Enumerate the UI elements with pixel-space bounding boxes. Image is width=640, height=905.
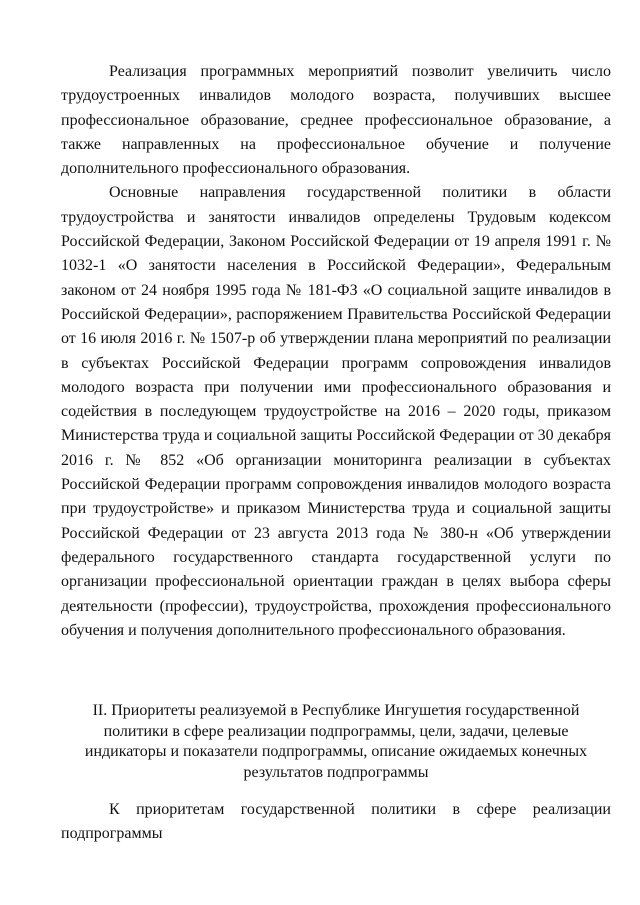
paragraph-legal-basis: Основные направления государственной политики в области трудоустройства и занятости инвалидов определены Трудовым кодексом Российской Федерации, Законом Российской Федерации от 19 апреля 1991 г. № 1032-1 «О занятости населения в Российской Федерации», Федеральным законом от 24 ноября 1995 года № 181-ФЗ «О социальной защите инвалидов в Российской Федерации», распоряжением Правительства Российской Федерации от 16 июля 2016 г. № 1507-р об утверждении плана мероприятий по реализации в субъектах Российской Федерации программ сопровождения инвалидов молодого возраста при получении ими профессионального образования и содействия в последующем трудоустройстве на 2016 – 2020 годы, приказом Министерства труда и социальной защиты Российской Федерации от 30 декабря 2016 г. № 852 «Об организации мониторинга реализации в субъектах Российской Федерации программ сопровождения инвалидов молодого возраста при трудоустройстве» и приказом Министерства труда и социальной защиты Российской Федерации от 23 августа 2013 года № 380-н «Об утверждении федерального государственного стандарта государственной услуги по организации профессиональной ориентации граждан в целях выбора сферы деятельности (профессии), трудоустройства, прохождения профессионального обучения и получения дополнительного профессионального образования. (61, 184, 611, 639)
paragraph-priorities-start: К приоритетам государственной политики в сфере реализации подпрограммы (61, 801, 611, 843)
body-text-continued (61, 798, 611, 847)
body-text (61, 60, 611, 643)
paragraph-employment-outcome: Реализация программных мероприятий позволит увеличить число трудоустроенных инвалидов молодого возраста, получивших высшее профессиональное образование, среднее профессиональное образование, а также направленных на профессиональное обучение и получение дополнительного профессионального образования. (61, 63, 611, 178)
section-heading: II. Приоритеты реализуемой в Республике Ингушетия государственной политики в сфере реализации подпрограммы, цели, задачи, целевые индикаторы и показатели подпрограммы, описание ожидаемых конечных результатов подпрограммы (84, 702, 588, 781)
